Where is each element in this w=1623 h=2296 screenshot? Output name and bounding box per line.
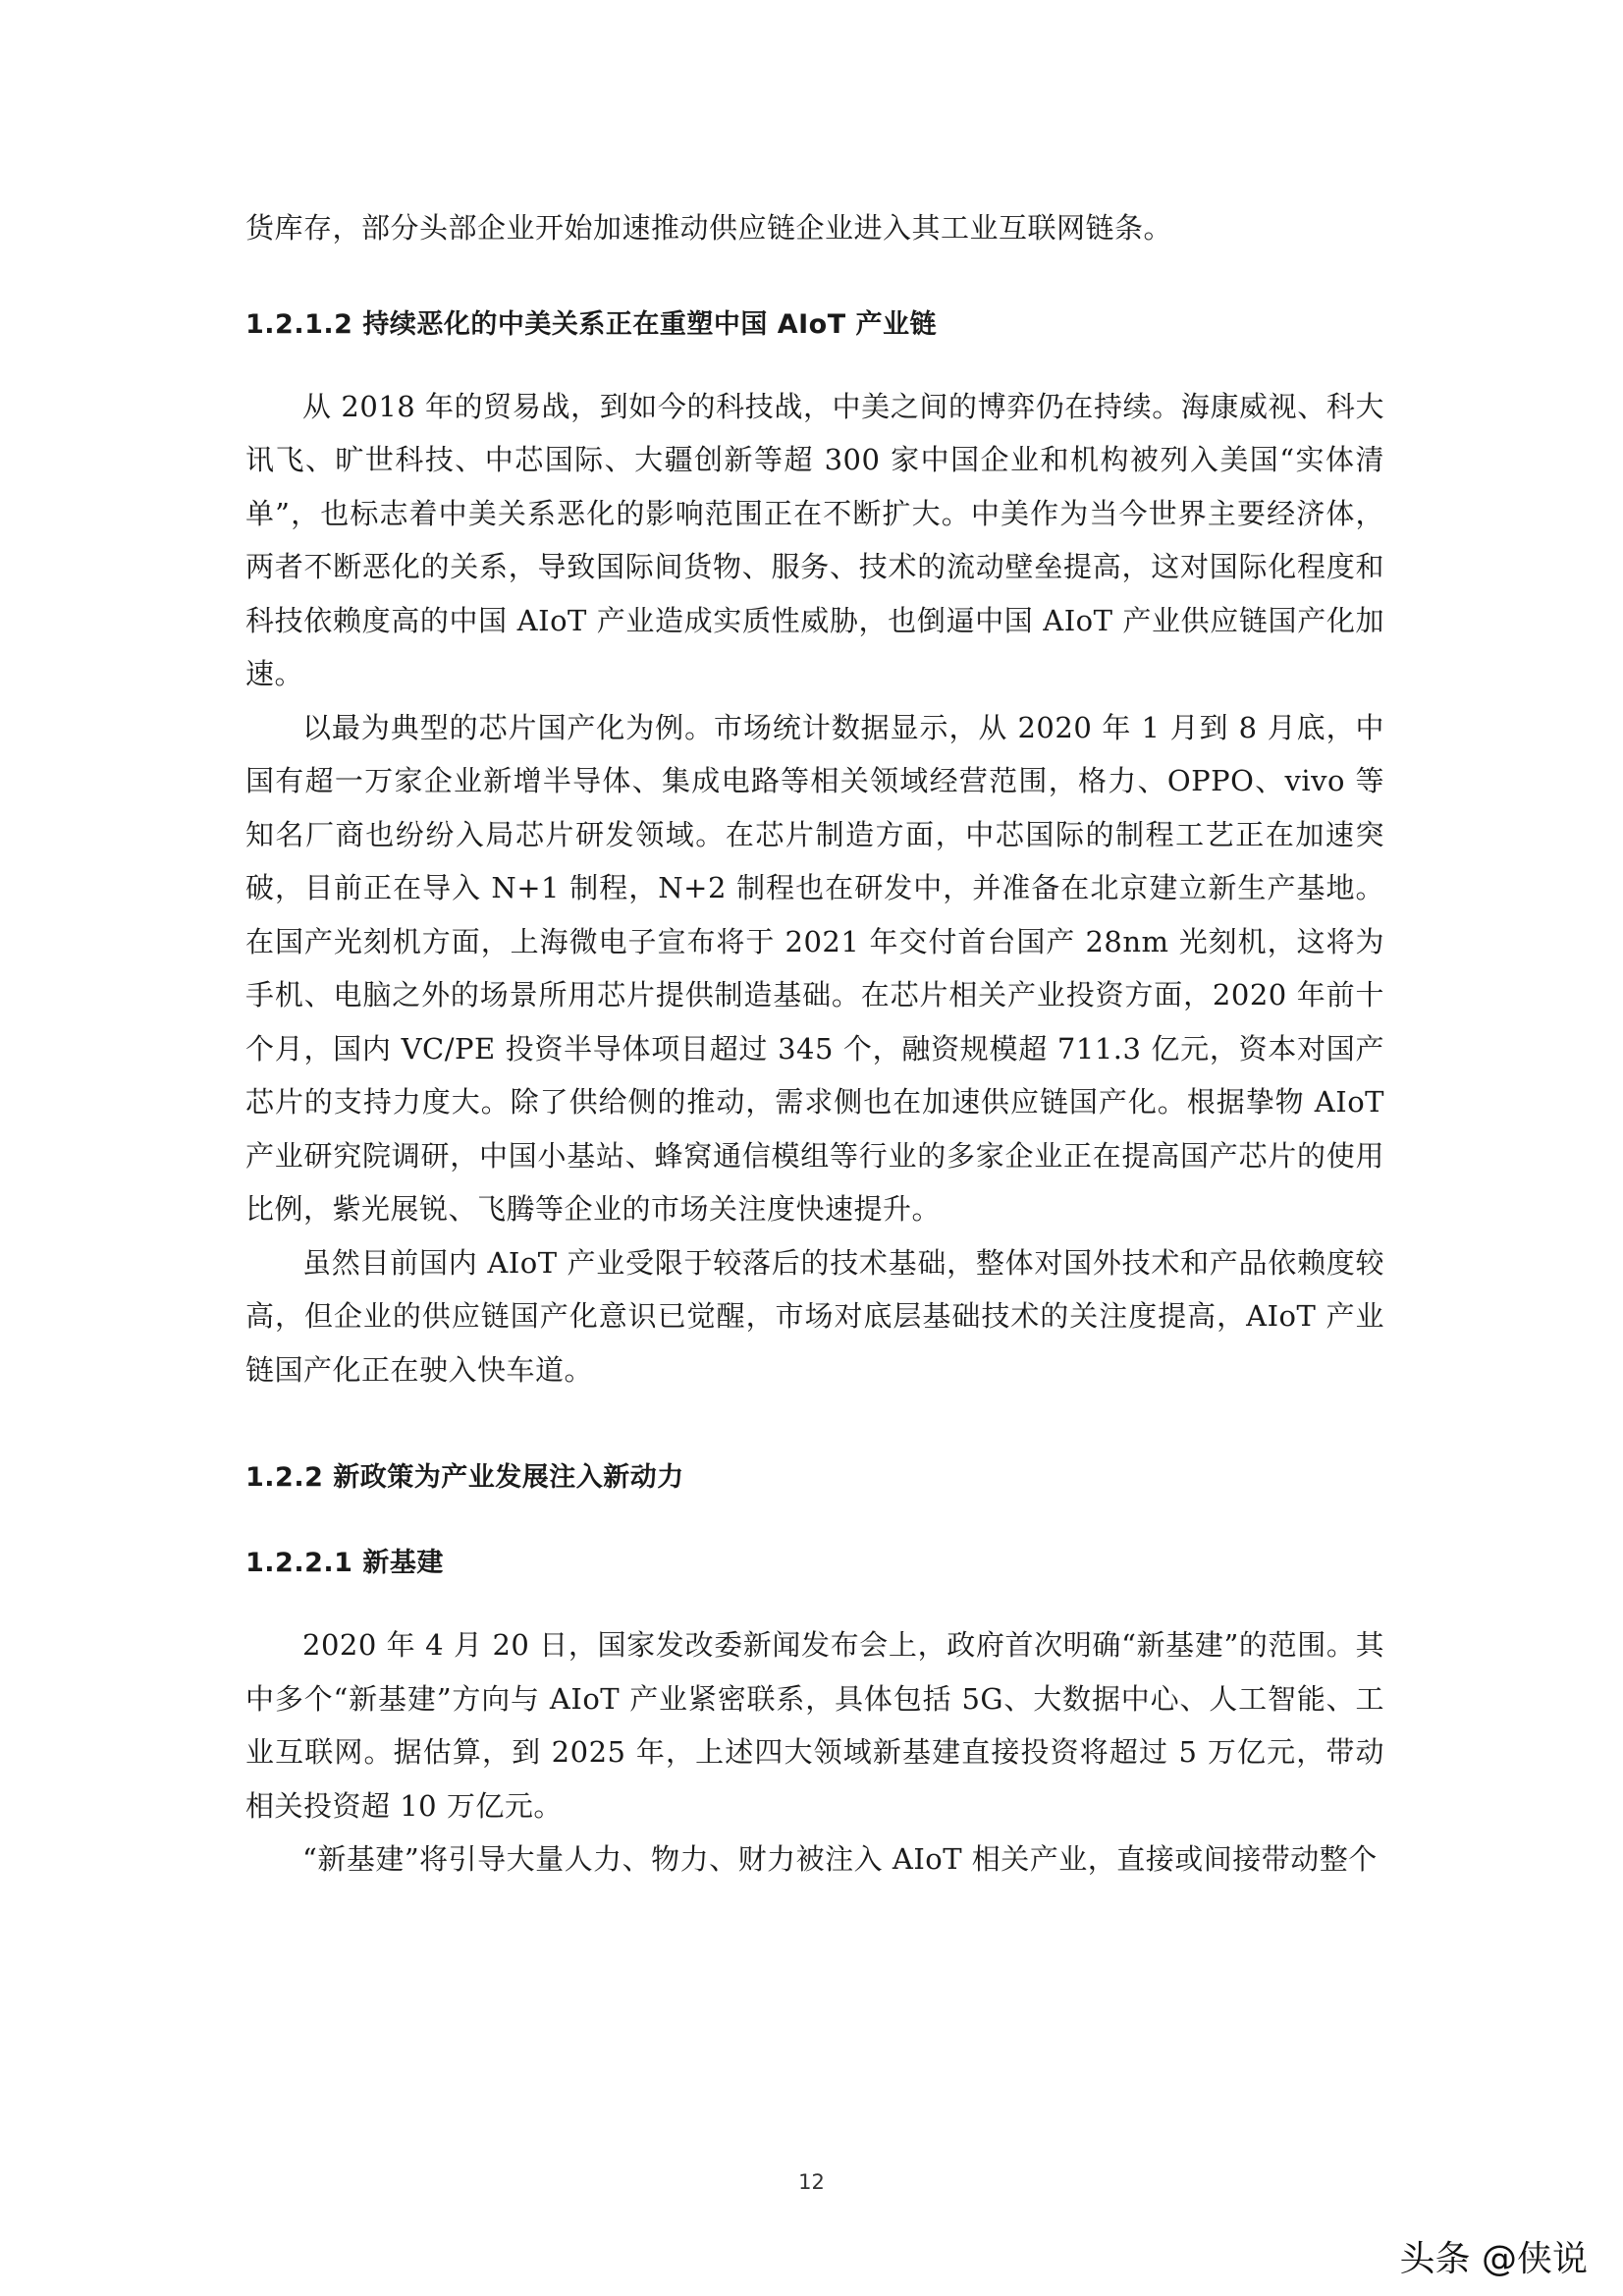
- paragraph-trade-war: 从 2018 年的贸易战，到如今的科技战，中美之间的博弈仍在持续。海康威视、科大讯飞、旷世科技、中芯国际、大疆创新等超 300 家中国企业和机构被列入美国“实体清单”，也标志着中美关系恶化的影响范围正在不断扩大。中美作为当今世界主要经济体，两者不断恶化的关系，导致国际间货物、服务、技术的流动壁垒提高，这对国际化程度和科技依赖度高的中国 AIoT 产业造成实质性威胁，也倒逼中国 AIoT 产业供应链国产化加速。: [245, 389, 1384, 690]
- page-number: 12: [798, 2170, 825, 2194]
- paragraph-aiot-localization: 虽然目前国内 AIoT 产业受限于较落后的技术基础，整体对国外技术和产品依赖度较高，但企业的供应链国产化意识已觉醒，市场对底层基础技术的关注度提高，AIoT 产业链国产化正在驶入快车道。: [245, 1245, 1384, 1387]
- paragraph-new-infrastructure: 2020 年 4 月 20 日，国家发改委新闻发布会上，政府首次明确“新基建”的范围。其中多个“新基建”方向与 AIoT 产业紧密联系，具体包括 5G、大数据中心、人工智能、工业互联网。据估算，到 2025 年，上述四大领域新基建直接投资将超过 5 万亿元，带动相关投资超 10 万亿元。: [245, 1628, 1384, 1823]
- paragraph-chip-localization: 以最为典型的芯片国产化为例。市场统计数据显示，从 2020 年 1 月到 8 月底，中国有超一万家企业新增半导体、集成电路等相关领域经营范围，格力、OPPO、vivo 等知名厂商也纷纷入局芯片研发领域。在芯片制造方面，中芯国际的制程工艺正在加速突破，目前正在导入 N+1 制程，N+2 制程也在研发中，并准备在北京建立新生产基地。在国产光刻机方面，上海微电子宣布将于 2021 年交付首台国产 28nm 光刻机，这将为手机、电脑之外的场景所用芯片提供制造基础。在芯片相关产业投资方面，2020 年前十个月，国内 VC/PE 投资半导体项目超过 345 个，融资规模超 711.3 亿元，资本对国产芯片的支持力度大。除了供给侧的推动，需求侧也在加速供应链国产化。根据挚物 AIoT 产业研究院调研，中国小基站、蜂窝通信模组等行业的多家企业正在提高国产芯片的使用比例，紫光展锐、飞腾等企业的市场关注度快速提升。: [245, 710, 1384, 1226]
- section-heading-1-2-1-2: 1.2.1.2 持续恶化的中美关系正在重塑中国 AIoT 产业链: [245, 308, 938, 340]
- section-heading-1-2-2-1: 1.2.2.1 新基建: [245, 1548, 444, 1578]
- section-heading-1-2-2: 1.2.2 新政策为产业发展注入新动力: [245, 1462, 684, 1493]
- paragraph-new-infrastructure-impact: “新基建”将引导大量人力、物力、财力被注入 AIoT 相关产业，直接或间接带动整个: [302, 1842, 1378, 1876]
- paragraph-continued: 货库存，部分头部企业开始加速推动供应链企业进入其工业互联网链条。: [245, 211, 1173, 245]
- watermark: 头条 @侠说: [1399, 2239, 1588, 2279]
- page-content: [245, 201, 1384, 1886]
